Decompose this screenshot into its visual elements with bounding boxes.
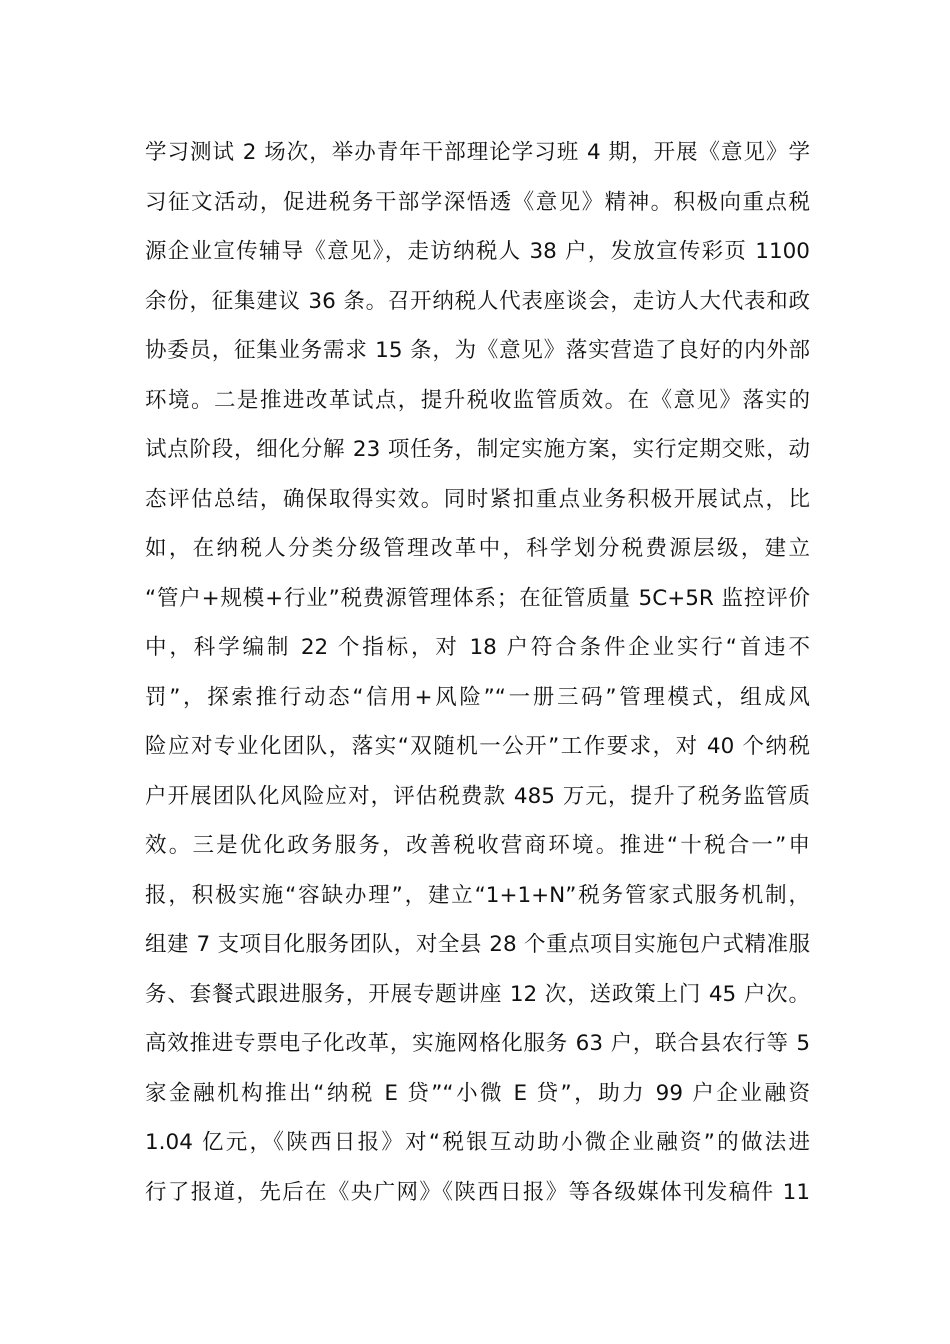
text-line: 效。三是优化政务服务，改善税收营商环境。推进“十税合一”申 [145,833,810,858]
text-line: 如，在纳税人分类分级管理改革中，科学划分税费源层级，建立 [145,536,810,561]
text-line: 协委员，征集业务需求 15 条，为《意见》落实营造了良好的内外部 [145,338,810,363]
text-line: 组建 7 支项目化服务团队，对全县 28 个重点项目实施包户式精准服 [145,932,810,957]
text-line: 中，科学编制 22 个指标，对 18 户符合条件企业实行“首违不 [145,635,810,660]
text-line: 环境。二是推进改革试点，提升税收监管质效。在《意见》落实的 [145,387,810,413]
text-line: “管户+规模+行业”税费源管理体系；在征管质量 5C+5R 监控评价 [145,585,810,611]
body-paragraph [145,128,810,1217]
text-line: 行了报道，先后在《央广网》《陕西日报》等各级媒体刊发稿件 11 [145,1179,810,1205]
text-line: 险应对专业化团队，落实“双随机一公开”工作要求，对 40 个纳税 [145,734,810,759]
text-line: 习征文活动，促进税务干部学深悟透《意见》精神。积极向重点税 [145,189,810,215]
text-line: 1.04 亿元，《陕西日报》对“税银互动助小微企业融资”的做法进 [145,1130,810,1155]
text-line: 学习测试 2 场次，举办青年干部理论学习班 4 期，开展《意见》学 [145,140,810,165]
text-line: 高效推进专票电子化改革，实施网格化服务 63 户，联合县农行等 5 [145,1031,810,1056]
text-line: 余份，征集建议 36 条。召开纳税人代表座谈会，走访人大代表和政 [145,288,810,314]
text-line: 试点阶段，细化分解 23 项任务，制定实施方案，实行定期交账，动 [145,437,810,462]
text-line: 报，积极实施“容缺办理”，建立“1+1+N”税务管家式服务机制， [145,882,810,908]
text-line: 态评估总结，确保取得实效。同时紧扣重点业务积极开展试点，比 [145,486,810,512]
text-line: 家金融机构推出“纳税 E 贷”“小微 E 贷”，助力 99 户企业融资 [145,1080,810,1106]
text-line: 源企业宣传辅导《意见》，走访纳税人 38 户，发放宣传彩页 1100 [145,239,810,264]
text-line: 罚”，探索推行动态“信用+风险”“一册三码”管理模式，组成风 [145,684,810,710]
text-line: 户开展团队化风险应对，评估税费款 485 万元，提升了税务监管质 [145,783,810,809]
text-line: 务、套餐式跟进服务，开展专题讲座 12 次，送政策上门 45 户次。 [145,981,810,1007]
